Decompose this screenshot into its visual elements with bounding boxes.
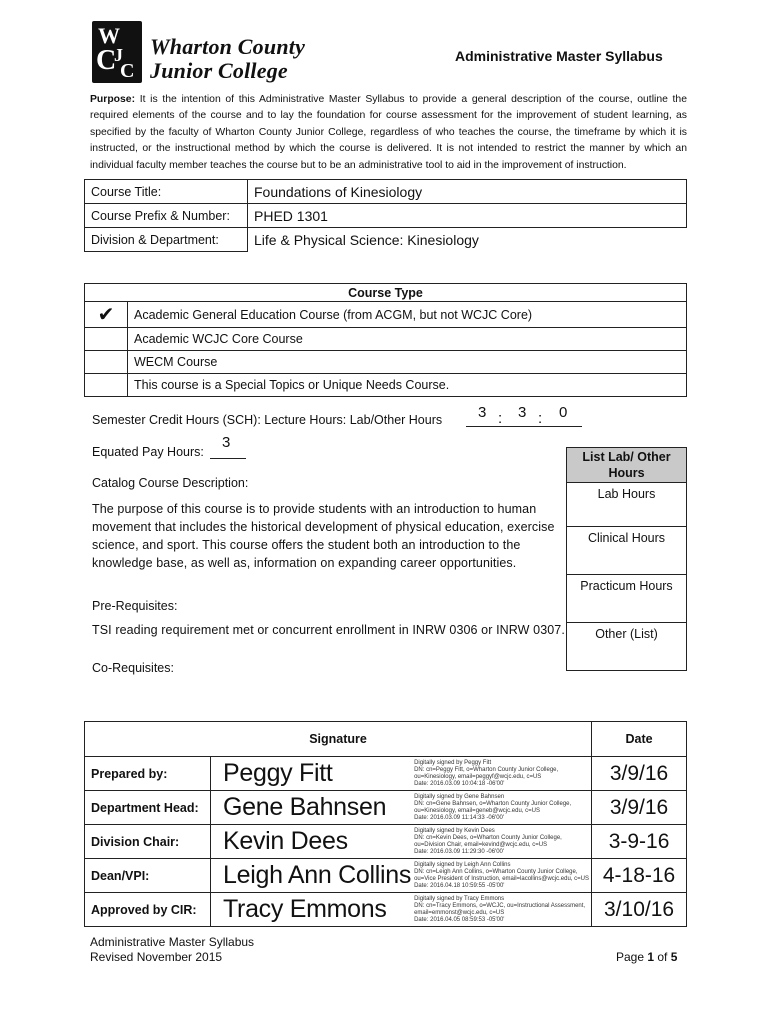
division-row	[85, 228, 687, 252]
college-name-line1: Wharton County	[150, 34, 306, 59]
footer-title: Administrative Master Syllabus	[90, 935, 255, 949]
course-type-checkbox-1[interactable]	[85, 328, 128, 351]
digital-signature-stamp	[412, 791, 592, 825]
date-column-header: Date	[592, 722, 687, 757]
course-prefix-row	[85, 204, 687, 228]
course-type-option-label: Academic General Education Course (from ACGM, but not WCJC Core)	[128, 302, 687, 328]
signature-date: 3/10/16	[592, 893, 687, 927]
course-type-checkbox-3[interactable]	[85, 374, 128, 397]
digital-signature-text: Digitally signed by Peggy Fitt DN: cn=Peggy Fitt, o=Wharton County Junior College, ou=Kinesiology, email=peggyf@wcjc.edu, c=US Date: 2016.03.09 10:04:18 -06'00'	[414, 759, 559, 787]
sch-value: 3	[478, 404, 487, 421]
page-indicator	[616, 950, 677, 964]
signature-row	[85, 893, 687, 927]
signer-name: Kevin Dees	[211, 825, 413, 859]
course-type-option-label: WECM Course	[128, 351, 687, 374]
credit-hours-underline	[466, 426, 582, 427]
signature-table	[84, 721, 687, 927]
digital-signature-stamp	[412, 825, 592, 859]
prereq-text: TSI reading requirement met or concurrent enrollment in INRW 0306 or INRW 0307.	[92, 623, 565, 637]
coreq-label: Co-Requisites:	[92, 661, 174, 675]
division-value: Life & Physical Science: Kinesiology	[248, 228, 687, 252]
digital-signature-stamp	[412, 757, 592, 791]
course-type-option	[85, 302, 687, 328]
credit-separator-1: :	[498, 410, 503, 427]
svg-text:C: C	[96, 45, 117, 76]
svg-text:C: C	[120, 60, 135, 82]
division-label: Division & Department:	[85, 228, 248, 252]
course-title-value: Foundations of Kinesiology	[248, 180, 687, 204]
lab-list-item: Clinical Hours	[567, 527, 687, 575]
signature-row	[85, 757, 687, 791]
signer-name: Leigh Ann Collins	[211, 859, 413, 893]
svg-text:W: W	[98, 23, 120, 48]
course-info-table	[84, 179, 687, 252]
course-type-table	[84, 283, 687, 397]
signature-date: 3/9/16	[592, 791, 687, 825]
purpose-paragraph	[90, 92, 687, 174]
college-name-line2: Junior College	[150, 58, 288, 83]
signature-date: 3-9-16	[592, 825, 687, 859]
equated-pay-value: 3	[222, 434, 231, 451]
document-title: Administrative Master Syllabus	[455, 48, 663, 64]
wcjc-seal-icon	[92, 21, 142, 83]
signature-column-header: Signature	[85, 722, 592, 757]
course-type-option	[85, 374, 687, 397]
purpose-text: It is the intention of this Administrative Master Syllabus to provide a general description of the course, outline the required elements of the course and to lay the foundation for course assessment for the improvement of student learning, as specified by the faculty of Wharton County Junior College, regardless of who teaches the course, the timeframe by which it is instructed, or the instructional method by which the course is delivered. It is not intended to restrict the manner by which an individual faculty member teaches the course but to be an administrative tool to aid in the improvement of instruction.	[90, 94, 687, 171]
prereq-label: Pre-Requisites:	[92, 599, 178, 613]
signer-name: Gene Bahnsen	[211, 791, 413, 825]
equated-pay-label: Equated Pay Hours:	[92, 445, 204, 459]
course-type-checkbox-0[interactable]	[85, 302, 128, 328]
purpose-label: Purpose:	[90, 94, 136, 105]
course-type-checkbox-2[interactable]	[85, 351, 128, 374]
course-prefix-value: PHED 1301	[248, 204, 687, 228]
signer-name: Tracy Emmons	[211, 893, 413, 927]
signature-date: 3/9/16	[592, 757, 687, 791]
page-prefix: Page	[616, 950, 648, 964]
course-type-option-label: Academic WCJC Core Course	[128, 328, 687, 351]
course-type-option	[85, 328, 687, 351]
signer-name: Peggy Fitt	[211, 757, 413, 791]
lab-hours-list	[566, 447, 687, 671]
check-mark-icon: ✔	[97, 304, 115, 326]
page-mid: of	[654, 950, 671, 964]
college-logo-mark	[92, 21, 142, 83]
course-title-label: Course Title:	[85, 180, 248, 204]
digital-signature-text: Digitally signed by Leigh Ann Collins DN: cn=Leigh Ann Collins, o=Wharton County Junior College, ou=Vice President of Instruction, email=lacollins@wcjc.edu, c=US Date: 2016.04.18 10:59:55 -05'00'	[414, 861, 589, 889]
signer-role: Dean/VPI:	[85, 859, 211, 893]
catalog-description: The purpose of this course is to provide students with an introduction to human movement that includes the historical development of physical education, exercise science, and sport. This course offers the student both an introduction to the knowledge base, as well as, information on expanding career opportunities.	[92, 502, 555, 570]
lab-list-item: Other (List)	[567, 623, 687, 671]
course-type-title: Course Type	[85, 284, 687, 302]
digital-signature-stamp	[412, 859, 592, 893]
lab-list-item: Practicum Hours	[567, 575, 687, 623]
signer-role: Prepared by:	[85, 757, 211, 791]
course-type-option	[85, 351, 687, 374]
page-current: 1	[647, 950, 655, 964]
digital-signature-stamp	[412, 893, 592, 927]
svg-text:J: J	[114, 45, 123, 65]
credit-separator-2: :	[538, 410, 543, 427]
lab-list-title: List Lab/ Other Hours	[567, 448, 687, 483]
signer-role: Approved by CIR:	[85, 893, 211, 927]
signer-role: Department Head:	[85, 791, 211, 825]
catalog-label: Catalog Course Description:	[92, 476, 249, 490]
lab-list-item: Lab Hours	[567, 483, 687, 527]
digital-signature-text: Digitally signed by Kevin Dees DN: cn=Kevin Dees, o=Wharton County Junior College, ou=Division Chair, email=kevind@wcjc.edu, c=US Date: 2016.03.09 11:29:30 -06'00'	[414, 827, 562, 855]
signature-row	[85, 791, 687, 825]
equated-pay-underline	[210, 458, 246, 459]
digital-signature-text: Digitally signed by Tracy Emmons DN: cn=Tracy Emmons, o=WCJC, ou=Instructional Assessment, email=emmonst@wcjc.edu, c=US Date: 2016.04.05 08:59:53 -05'00'	[414, 895, 586, 923]
lecture-hours-value: 3	[518, 404, 527, 421]
page-total: 5	[670, 950, 678, 964]
lab-hours-value: 0	[559, 404, 568, 421]
signature-date: 4-18-16	[592, 859, 687, 893]
course-type-option-label: This course is a Special Topics or Unique Needs Course.	[128, 374, 687, 397]
signature-row	[85, 859, 687, 893]
credit-hours-label: Semester Credit Hours (SCH): Lecture Hours: Lab/Other Hours	[92, 413, 443, 427]
digital-signature-text: Digitally signed by Gene Bahnsen DN: cn=Gene Bahnsen, o=Wharton County Junior College, ou=Kinesiology, email=geneb@wcjc.edu, c=US Date: 2016.03.09 11:14:33 -06'00'	[414, 793, 572, 821]
signature-row	[85, 825, 687, 859]
signer-role: Division Chair:	[85, 825, 211, 859]
footer-revision: Revised November 2015	[90, 950, 223, 964]
course-prefix-label: Course Prefix & Number:	[85, 204, 248, 228]
course-title-row	[85, 180, 687, 204]
